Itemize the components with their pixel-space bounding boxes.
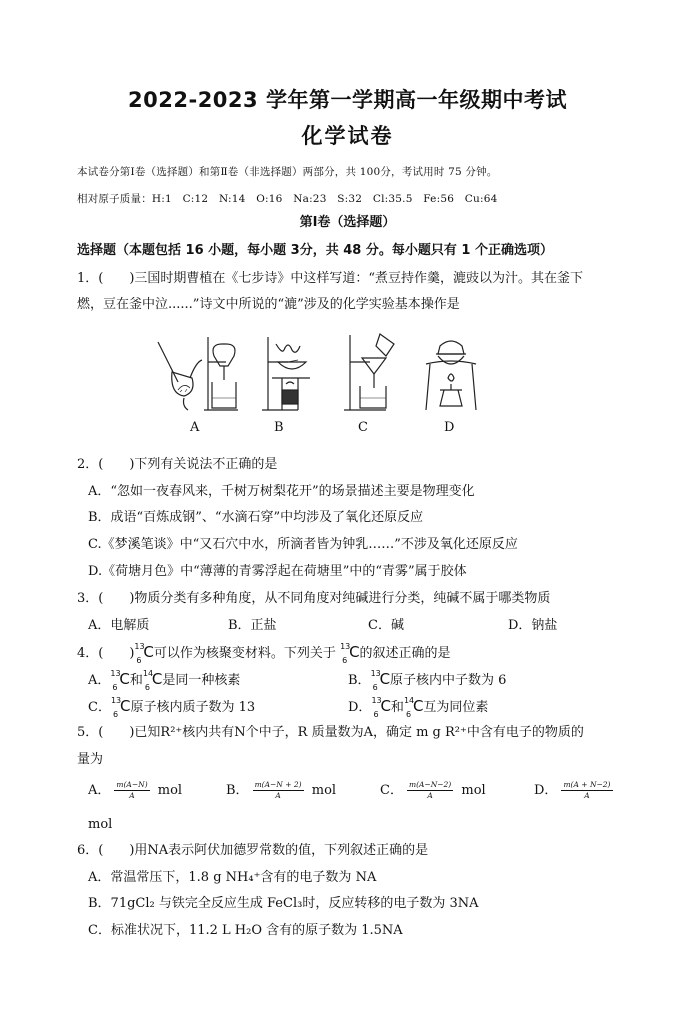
nuclide-c14: 14 6 C xyxy=(403,696,424,719)
q5-option-b: B． $\frac{m(A-N + 2)}{A}$ mol xyxy=(226,780,337,800)
q4-stem: 4．( ) 13 6 C可以作为核聚变材料。下列关于 13 6 C的叙述正确的是 xyxy=(77,642,451,665)
q2-stem: 2．( )下列有关说法不正确的是 xyxy=(77,457,278,472)
q3-option-a: A．电解质 xyxy=(88,618,150,633)
q3-option-b: B．正盐 xyxy=(228,618,277,633)
q1-line2: 燃，豆在釜中泣......”诗文中所说的“漉”涉及的化学实验基本操作是 xyxy=(77,297,460,312)
q4-option-d: D． 13 6 C和 14 6 C互为同位素 xyxy=(348,696,489,719)
q4-option-c: C． 13 6 C原子核内质子数为 13 xyxy=(88,696,256,719)
q5-line2: 量为 xyxy=(77,752,104,767)
q6-option-b: B．71gCl₂ 与铁完全反应生成 FeCl₃时，反应转移的电子数为 3NA xyxy=(88,896,479,911)
q5-line1: 5．( )已知R²⁺核内共有N个中子，R 质量数为A，确定 m g R²⁺中含有电子的物质的 xyxy=(77,725,584,740)
q4-option-a: A． 13 6 C和 14 6 C是同一种核素 xyxy=(88,669,241,692)
q4-option-b: B． 13 6 C原子核内中子数为 6 xyxy=(348,669,507,692)
nuclide-c13: 13 6 C xyxy=(110,669,130,692)
exam-title: 2022-2023 学年第一学期高一年级期中考试 xyxy=(128,88,567,112)
q5-option-a: A． $\frac{m(A-N)}{A}$ mol xyxy=(88,780,183,800)
q5-option-c: C． $\frac{m(A-N-2)}{A}$ mol xyxy=(380,780,486,800)
apparatus-d-evaporating-dish-icon xyxy=(418,332,484,414)
nuclide-c14: 14 6 C xyxy=(142,669,163,692)
q3-stem: 3．( )物质分类有多种角度，从不同角度对纯碱进行分类，纯碱不属于哪类物质 xyxy=(77,591,551,606)
section-title: 第Ⅰ卷（选择题） xyxy=(299,215,396,230)
apparatus-a-pouring-icon xyxy=(150,332,242,412)
q6-option-c: C．标准状况下，11.2 L H₂O 含有的原子数为 1.5NA xyxy=(88,923,403,938)
apparatus-label-b: B xyxy=(274,420,284,435)
q2-option-d: D.《荷塘月色》中“薄薄的青雾浮起在荷塘里”中的“青雾”属于胶体 xyxy=(88,564,467,579)
nuclide-c13: 13 6 C xyxy=(134,642,154,665)
nuclide-c13: 13 6 C xyxy=(370,669,391,692)
apparatus-c-filtration-icon xyxy=(340,330,400,414)
q6-stem: 6．( )用NA表示阿伏加德罗常数的值，下列叙述正确的是 xyxy=(77,843,429,858)
nuclide-c13: 13 6 C xyxy=(340,642,360,665)
q5-option-d-unit: mol xyxy=(88,817,113,832)
apparatus-b-evaporation-icon xyxy=(258,332,318,412)
q1-line1: 1．( )三国时期曹植在《七步诗》中这样写道：“煮豆持作羹，漉豉以为汁。其在釜下 xyxy=(77,271,584,286)
apparatus-label-c: C xyxy=(358,420,368,435)
exam-info: 本试卷分第Ⅰ卷（选择题）和第Ⅱ卷（非选择题）两部分，共 100分，考试用时 75 分钟。 xyxy=(77,166,498,178)
section-instruction: 选择题（本题包括 16 小题，每小题 3分，共 48 分。每小题只有 1 个正确选项） xyxy=(77,243,553,258)
q3-option-d: D．钠盐 xyxy=(508,618,558,633)
exam-subtitle: 化学试卷 xyxy=(301,124,394,148)
q2-option-a: A．“忽如一夜春风来，千树万树梨花开”的场景描述主要是物理变化 xyxy=(88,484,475,499)
q2-option-c: C.《梦溪笔谈》中“又石穴中水，所滴者皆为钟乳……”不涉及氧化还原反应 xyxy=(88,537,518,552)
nuclide-c13: 13 6 C xyxy=(371,696,391,719)
apparatus-label-d: D xyxy=(444,420,455,435)
q2-option-b: B．成语“百炼成钢”、“水滴石穿”中均涉及了氧化还原反应 xyxy=(88,510,424,525)
atomic-mass-line: 相对原子质量：H:1 C:12 N:14 O:16 Na:23 S:32 Cl:35.5 Fe:56 Cu:64 xyxy=(77,193,498,205)
q6-option-a: A．常温常压下，1.8 g NH₄⁺含有的电子数为 NA xyxy=(88,870,377,885)
q5-option-d: D． $\frac{m(A + N-2)}{A}$ xyxy=(534,780,611,800)
q3-option-c: C．碱 xyxy=(368,618,404,633)
apparatus-label-a: A xyxy=(190,420,200,435)
nuclide-c13: 13 6 C xyxy=(110,696,131,719)
